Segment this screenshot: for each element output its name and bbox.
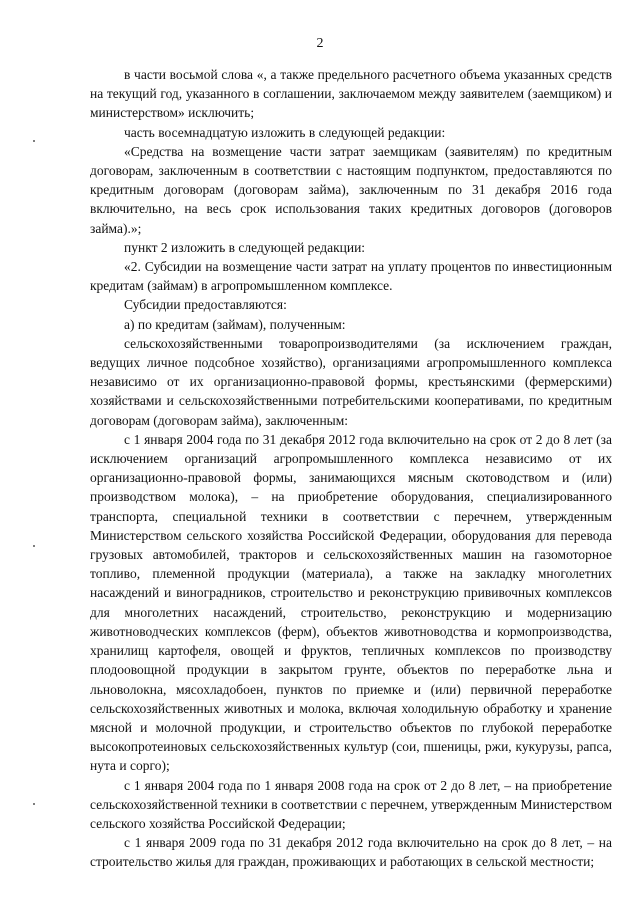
paragraph-part-eight-amendment: в части восьмой слова «, а также предельного расчетного объема указанных средств на текущий год, указанного в соглашении, заключаемом между заявителем (заемщиком) и министерством» исключить;: [90, 67, 612, 121]
paragraph-subsidies-granted: Субсидии предоставляются:: [124, 297, 287, 313]
paragraph-recipients: сельскохозяйственными товаропроизводителями (за исключением граждан, ведущих личное подсобное хозяйство), организациями агропромышленного комплекса независимо от их организационно-правовой формы, крестьянскими (фермерскими) хозяйствами и сельскохозяйственными потребительскими кооперативами, по кредитным договорам (договорам займа), заключенным:: [90, 335, 612, 428]
paragraph-period-2009-2012: с 1 января 2009 года по 31 декабря 2012 года включительно на срок до 8 лет, – на строительство жилья для граждан, проживающих и работающих в сельской местности;: [90, 835, 612, 870]
paragraph-period-2004-2008: с 1 января 2004 года по 1 января 2008 года на срок от 2 до 8 лет, – на приобретение сельскохозяйственной техники в соответствии с перечнем, утвержденным Министерством сельского хозяйства Российской Федерации;: [90, 777, 612, 831]
document-body: [90, 65, 612, 872]
paragraph-point-two-heading: «2. Субсидии на возмещение части затрат на уплату процентов по инвестиционным кредитам (займам) в агропромышленном комплексе.: [90, 259, 612, 294]
margin-mark: [33, 803, 35, 805]
paragraph-part-eighteen-text: «Средства на возмещение части затрат заемщикам (заявителям) по кредитным договорам, заключенным в соответствии с настоящим подпунктом, предоставляются по кредитным договорам (договорам займа), заключенным по 31 декабря 2016 года включительно, на весь срок использования таких кредитных договоров (договоров займа).»;: [90, 143, 612, 236]
paragraph-period-2004-2012: с 1 января 2004 года по 31 декабря 2012 года включительно на срок от 2 до 8 лет (за исключением организаций агропромышленного комплекса независимо от их организационно-правовой формы, занимающихся мясным скотоводством и (или) производством молока), – на приобретение оборудования, специализированного транспорта, специальной техники в соответствии с перечнем, утвержденным Министерством сельского хозяйства Российской Федерации, оборудования для перевода грузовых автомобилей, тракторов и сельскохозяйственных машин на газомоторное топливо, племенной продукции (материала), а также на закладку многолетних насаждений и виноградников, строительство и реконструкцию прививочных комплексов для многолетних насаждений, строительство, реконструкцию и модернизацию животноводческих комплексов (ферм), объектов животноводства и кормопроизводства, хранилищ картофеля, овощей и фруктов, тепличных комплексов по производству плодоовощной продукции в закрытом грунте, объектов по переработке льна и льноволокна, мясохладобоен, пунктов по приемке и (или) первичной переработке сельскохозяйственных животных и молока, включая холодильную обработку и хранение мясной и молочной продукции, и строительство объектов по глубокой переработке высокопротеиновых сельскохозяйственных культур (сои, пшеницы, ржи, кукурузы, рапса, нута и сорго);: [90, 431, 612, 774]
margin-mark: [33, 545, 35, 547]
paragraph-item-a: а) по кредитам (займам), полученным:: [124, 316, 346, 332]
page-number: 2: [316, 36, 324, 51]
paragraph-point-two-intro: пункт 2 изложить в следующей редакции:: [124, 239, 366, 255]
paragraph-part-eighteen-intro: часть восемнадцатую изложить в следующей редакции:: [124, 124, 446, 140]
margin-mark: [33, 140, 35, 142]
